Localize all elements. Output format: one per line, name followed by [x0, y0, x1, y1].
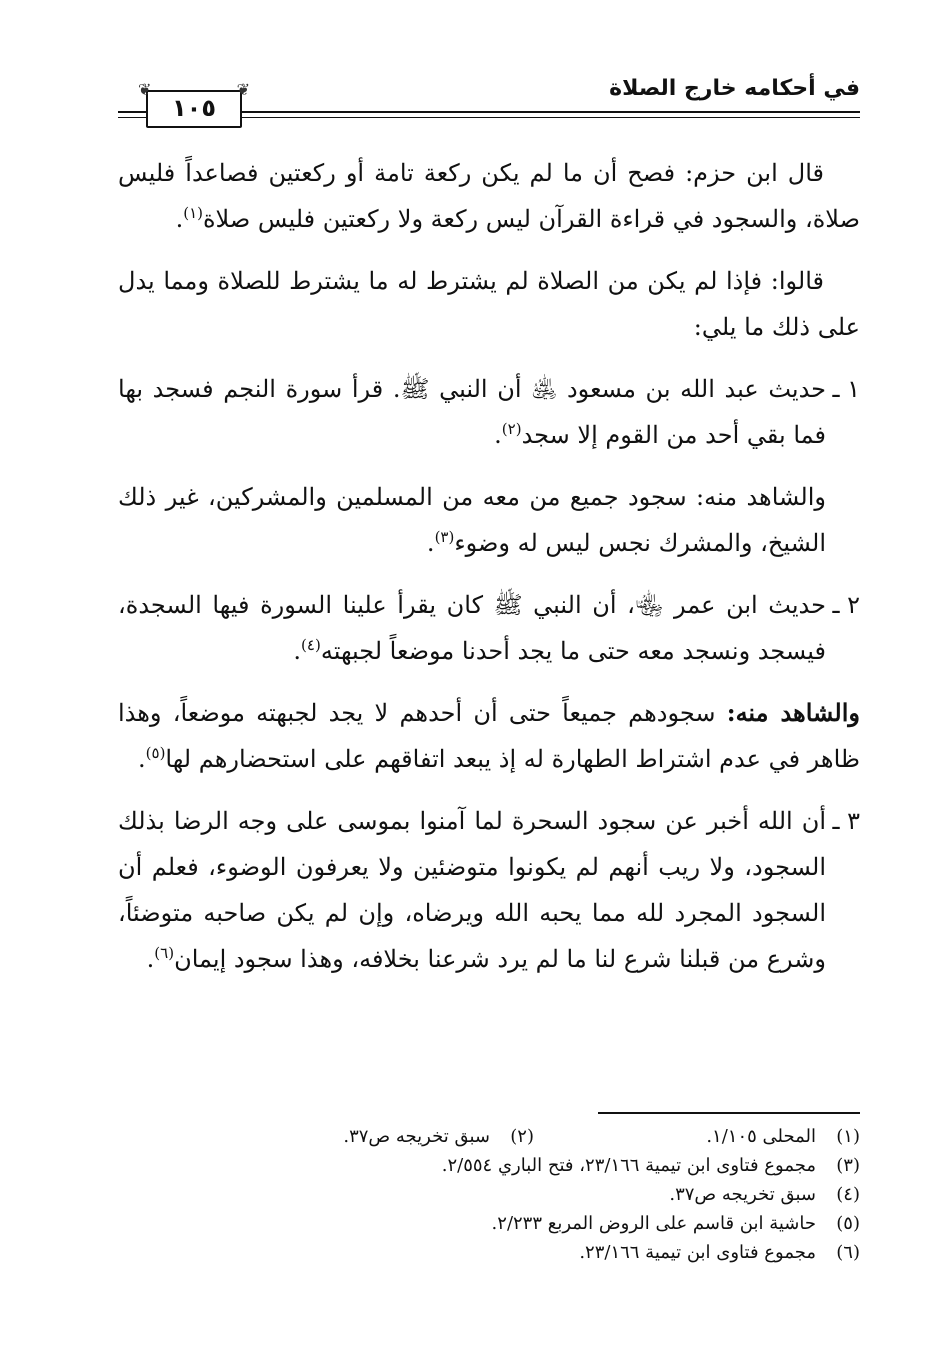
- footnote-text: المحلى ١/١٠٥.: [706, 1126, 816, 1147]
- list-item-3: [118, 798, 860, 982]
- running-title: في أحكامه خارج الصلاة: [609, 76, 860, 101]
- witness-2: [118, 690, 860, 782]
- period: .: [146, 945, 155, 973]
- footnote-ref: (٣): [434, 528, 455, 546]
- item-text: حديث ابن عمر ﵄، أن النبي ﷺ كان يقرأ علينا السورة فيها السجدة، فيسجد ونسجد معه حتى ما يجد أحدنا موضعاً لجبهته: [118, 591, 826, 665]
- main-text: [118, 150, 860, 998]
- paragraph-qalu: [118, 258, 860, 350]
- footnote-separator: [598, 1112, 860, 1114]
- period: .: [293, 637, 302, 665]
- footnote-row: [118, 1122, 860, 1151]
- footnote-number: (٥): [836, 1213, 860, 1234]
- paragraph-text: قال ابن حزم: فصح أن ما لم يكن ركعة تامة أو ركعتين فصاعداً فليس صلاة، والسجود في قراءة القرآن ليس ركعة ولا ركعتين فليس صلاة: [118, 159, 860, 233]
- witness-lead: والشاهد منه:: [726, 698, 860, 727]
- footnote-5: [118, 1209, 860, 1238]
- footnote-text: حاشية ابن قاسم على الروض المربع ٢/٢٣٣.: [491, 1213, 816, 1234]
- footnote-number: (٤): [836, 1184, 860, 1205]
- list-item-2: [118, 582, 860, 674]
- footnote-ref: (٢): [501, 420, 522, 438]
- witness-text: والشاهد منه: سجود جميع من معه من المسلمين والمشركين، غير ذلك الشيخ، والمشرك نجس ليس له وضوء: [118, 483, 826, 557]
- item-number: ١ ـ: [832, 375, 860, 403]
- footnote-ref: (١): [183, 204, 203, 222]
- period: .: [175, 205, 184, 233]
- paragraph-text: قالوا: فإذا لم يكن من الصلاة لم يشترط له ما يشترط للصلاة ومما يدل على ذلك ما يلي:: [118, 267, 860, 341]
- footnote-text: سبق تخريجه ص٣٧.: [343, 1126, 490, 1147]
- footnote-3: [118, 1151, 860, 1180]
- item-text: أن الله أخبر عن سجود السحرة لما آمنوا بموسى على وجه الرضا بذلك السجود، ولا ريب أنهم لم يكونوا متوضئين ولا يعرفون الوضوء، فعلم أن السجود المجرد لله مما يحبه الله ويرضاه، وإن لم يكن صاحبه متوضئاً، وشرع من قبلنا شرع لنا ما لم يرد شرعنا بخلافه، وهذا سجود إيمان: [118, 807, 827, 973]
- footnote-ref: (٥): [145, 744, 166, 762]
- footnote-text: سبق تخريجه ص٣٧.: [669, 1184, 816, 1205]
- footnote-ref: (٤): [301, 636, 321, 654]
- period: .: [426, 529, 435, 557]
- witness-text: سجودهم جميعاً حتى أن أحدهم لا يجد لجبهته موضعاً، وهذا ظاهر في عدم اشتراط الطهارة له إذ يبعد اتفاقهم على استحضارهم لها: [118, 699, 860, 773]
- item-text: حديث عبد الله بن مسعود ﵁ أن النبي ﷺ. قرأ سورة النجم فسجد بها فما بقي أحد من القوم إلا سجد: [118, 375, 826, 449]
- witness-1: [118, 474, 860, 566]
- footnotes: [118, 1122, 860, 1267]
- paragraph-ibn-hazm: [118, 150, 860, 242]
- footnote-number: (٣): [836, 1155, 860, 1176]
- footnote-1: [534, 1122, 860, 1151]
- page-header: [118, 70, 860, 130]
- ornament-icon: ❦: [236, 80, 250, 99]
- period: .: [138, 745, 146, 773]
- ornament-icon: ❦: [138, 80, 152, 99]
- list-item-1: [118, 366, 860, 458]
- footnote-6: [118, 1238, 860, 1267]
- footnote-text: مجموع فتاوى ابن تيمية ٢٣/١٦٦.: [579, 1242, 816, 1263]
- page-number-frame: [138, 80, 250, 128]
- footnote-number: (٦): [836, 1242, 860, 1263]
- footnote-number: (٢): [510, 1126, 534, 1147]
- item-number: ٣ ـ: [832, 807, 860, 835]
- period: .: [494, 421, 502, 449]
- footnote-number: (١): [836, 1126, 860, 1147]
- footnote-ref: (٦): [154, 944, 175, 962]
- footnote-2: [343, 1122, 534, 1151]
- footnote-text: مجموع فتاوى ابن تيمية ٢٣/١٦٦، فتح الباري ٢/٥٥٤.: [441, 1155, 816, 1176]
- item-number: ٢ ـ: [832, 591, 860, 619]
- page-number: ١٠٥: [172, 94, 216, 122]
- footnote-4: [118, 1180, 860, 1209]
